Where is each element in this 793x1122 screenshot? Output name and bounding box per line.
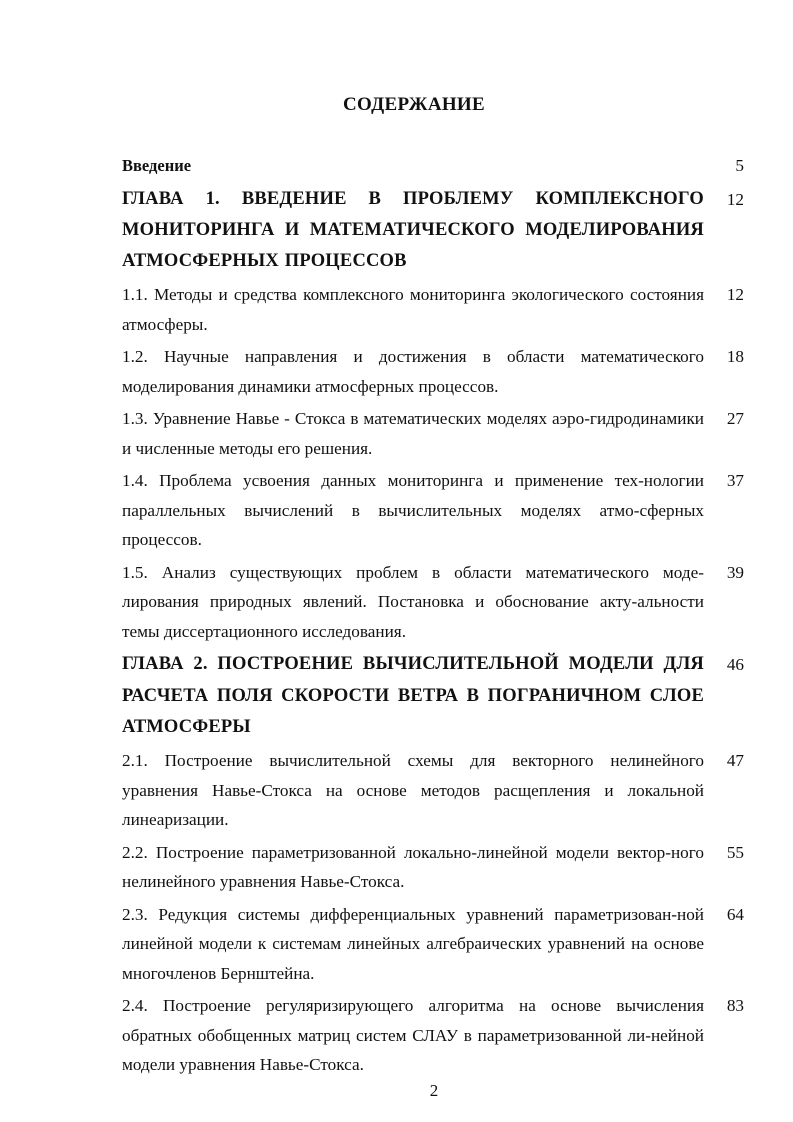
page-title: СОДЕРЖАНИЕ: [343, 94, 485, 115]
toc-entry-introduction: [122, 151, 744, 181]
toc-entry-1-2: [122, 342, 744, 401]
toc-entry-text: 1.3. Уравнение Навье - Стокса в математических моделях аэро-гидродинамики и численные методы его решения.: [122, 409, 704, 458]
toc-entry-page: 27: [726, 409, 744, 429]
toc-entry-text: 2.1. Построение вычислительной схемы для векторного нелинейного уравнения Навье-Стокса на основе методов расщепления и локальной линеаризации.: [122, 751, 704, 830]
toc-entry-page: 12: [726, 285, 744, 305]
toc-entry-text: 1.1. Методы и средства комплексного мониторинга экологического состояния атмосферы.: [122, 285, 704, 334]
table-of-contents: [122, 151, 744, 1083]
toc-entry-page: 37: [726, 471, 744, 491]
toc-entry-1-4: [122, 466, 744, 555]
toc-entry-text: 1.4. Проблема усвоения данных мониторинга и применение тех-нологии параллельных вычислений в вычислительных моделях атмо-сферных процессов.: [122, 471, 704, 550]
toc-entry-page: 18: [726, 347, 744, 367]
toc-entry-2-4: [122, 991, 744, 1080]
toc-entry-text: ГЛАВА 2. ПОСТРОЕНИЕ ВЫЧИСЛИТЕЛЬНОЙ МОДЕЛИ ДЛЯ РАСЧЕТА ПОЛЯ СКОРОСТИ ВЕТРА В ПОГРАНИЧНОМ СЛОЕ АТМОСФЕРЫ: [122, 654, 704, 737]
toc-entry-page: 64: [726, 904, 744, 924]
toc-entry-text: 1.2. Научные направления и достижения в области математического моделирования динамики атмосферных процессов.: [122, 347, 704, 396]
toc-entry-chapter-1: [122, 184, 744, 278]
toc-entry-page: 47: [726, 751, 744, 771]
toc-entry-text: 2.3. Редукция системы дифференциальных уравнений параметризован-ной линейной модели к системам линейных алгебраических уравнений на основе многочленов Бернштейна.: [122, 904, 704, 983]
toc-entry-chapter-2: [122, 649, 744, 743]
toc-entry-1-5: [122, 558, 744, 647]
toc-entry-text: 1.5. Анализ существующих проблем в области математического моде-лирования природных явлений. Постановка и обоснование акту-альности темы диссертационного исследования.: [122, 562, 704, 641]
toc-entry-page: 12: [726, 189, 744, 209]
toc-entry-2-2: [122, 838, 744, 897]
toc-entry-2-1: [122, 746, 744, 835]
toc-entry-text: 2.4. Построение регуляризирующего алгоритма на основе вычисления обратных обобщенных матриц систем СЛАУ в параметризованной ли-нейной модели уравнения Навье-Стокса.: [122, 996, 704, 1075]
toc-entry-1-3: [122, 404, 744, 463]
toc-entry-page: 83: [726, 996, 744, 1016]
toc-entry-page: 39: [726, 562, 744, 582]
toc-entry-1-1: [122, 280, 744, 339]
toc-entry-text: 2.2. Построение параметризованной локально-линейной модели вектор-ного нелинейного уравнения Навье-Стокса.: [122, 842, 704, 892]
toc-entry-text: Введение: [122, 156, 192, 175]
page-number: 2: [429, 1081, 439, 1100]
toc-entry-page: 5: [735, 156, 744, 175]
toc-entry-page: 46: [726, 655, 744, 675]
toc-entry-2-3: [122, 900, 744, 989]
toc-entry-page: 55: [726, 842, 744, 862]
toc-entry-text: ГЛАВА 1. ВВЕДЕНИЕ В ПРОБЛЕМУ КОМПЛЕКСНОГО МОНИТОРИНГА И МАТЕМАТИЧЕСКОГО МОДЕЛИРОВАНИЯ АТМОСФЕРНЫХ ПРОЦЕССОВ: [122, 188, 704, 272]
